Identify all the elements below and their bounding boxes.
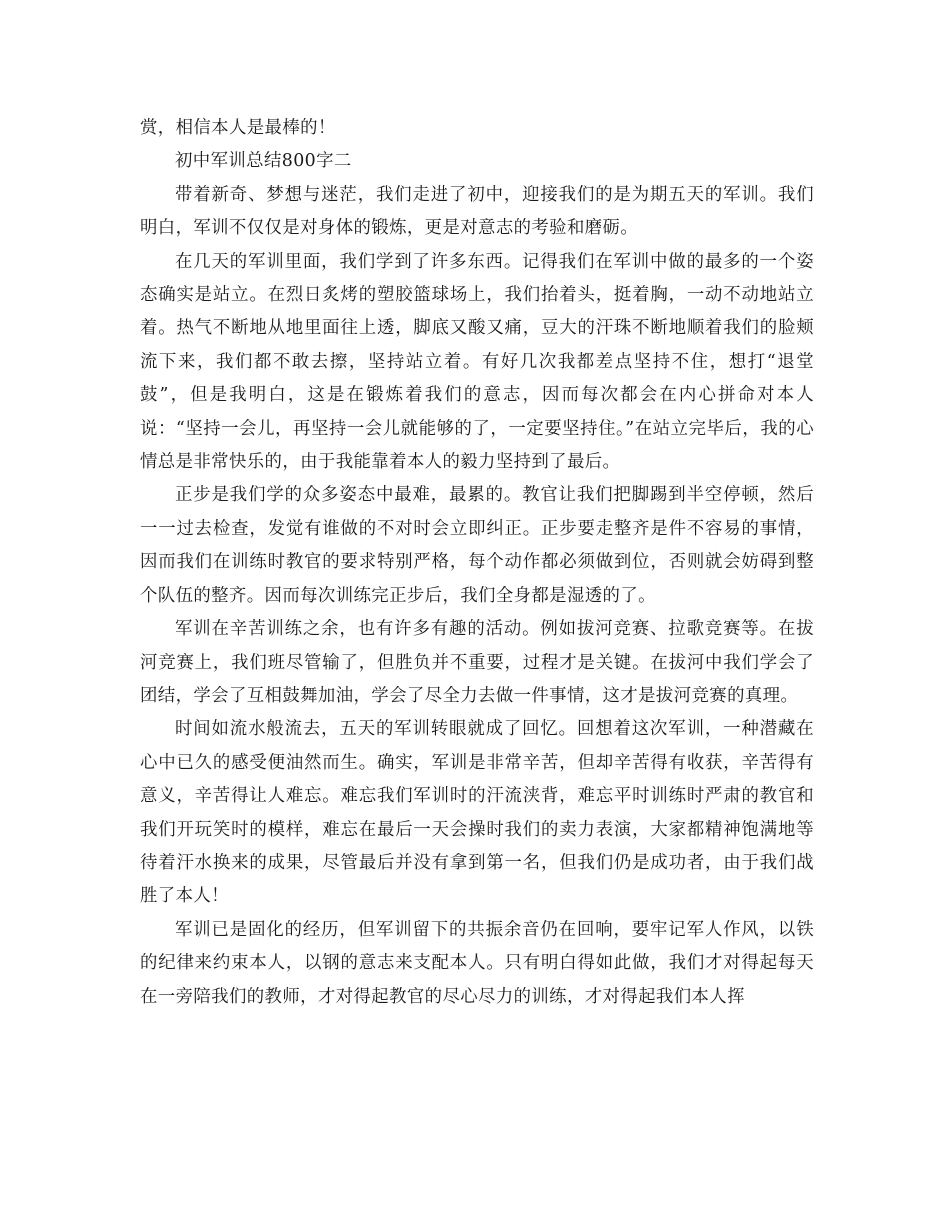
paragraph: 在几天的军训里面，我们学到了许多东西。记得我们在军训中做的最多的一个姿态确实是站立。在烈日炙烤的塑胶篮球场上，我们抬着头，挺着胸，一动不动地站立着。热气不断地从地里面往上透，脚底又酸又痛，豆大的汗珠不断地顺着我们的脸颊流下来，我们都不敢去擦，坚持站立着。有好几次我都差点坚持不住，想打“退堂鼓”，但是我明白，这是在锻炼着我们的意志，因而每次都会在内心拼命对本人说：“坚持一会儿，再坚持一会儿就能够的了，一定要坚持住。”在站立完毕后，我的心情总是非常快乐的，由于我能靠着本人的毅力坚持到了最后。	[140, 251, 814, 473]
paragraph: 军训在辛苦训练之余，也有许多有趣的活动。例如拔河竞赛、拉歌竞赛等。在拔河竞赛上，我们班尽管输了，但胜负并不重要，过程才是关键。在拔河中我们学会了团结，学会了互相鼓舞加油，学会了尽全力去做一件事情，这才是拔河竞赛的真理。	[140, 619, 814, 706]
document-body	[140, 112, 814, 1014]
section-heading: 初中军训总结800字二	[175, 151, 352, 172]
paragraph: 带着新奇、梦想与迷茫，我们走进了初中，迎接我们的是为期五天的军训。我们明白，军训不仅仅是对身体的锻炼，更是对意志的考验和磨砺。	[140, 184, 814, 239]
paragraph: 时间如流水般流去，五天的军训转眼就成了回忆。回想着这次军训，一种潜藏在心中已久的感受便油然而生。确实，军训是非常辛苦，但却辛苦得有收获，辛苦得有意义，辛苦得让人难忘。难忘我们军训时的汗流浃背，难忘平时训练时严肃的教官和我们开玩笑时的模样，难忘在最后一天会操时我们的卖力表演，大家都精神饱满地等待着汗水换来的成果，尽管最后并没有拿到第一名，但我们仍是成功者，由于我们战胜了本人！	[140, 719, 814, 907]
paragraph-continuation: 赏，相信本人是最棒的！	[140, 118, 336, 138]
paragraph: 正步是我们学的众多姿态中最难，最累的。教官让我们把脚踢到半空停顿，然后一一过去检查，发觉有谁做的不对时会立即纠正。正步要走整齐是件不容易的事情，因而我们在训练时教官的要求特别严格，每个动作都必须做到位，否则就会妨碍到整个队伍的整齐。因而每次训练完正步后，我们全身都是湿透的了。	[140, 485, 814, 606]
paragraph: 军训已是固化的经历，但军训留下的共振余音仍在回响，要牢记军人作风，以铁的纪律来约束本人，以钢的意志来支配本人。只有明白得如此做，我们才对得起每天在一旁陪我们的教师，才对得起教官的尽心尽力的训练，才对得起我们本人挥	[140, 919, 814, 1007]
